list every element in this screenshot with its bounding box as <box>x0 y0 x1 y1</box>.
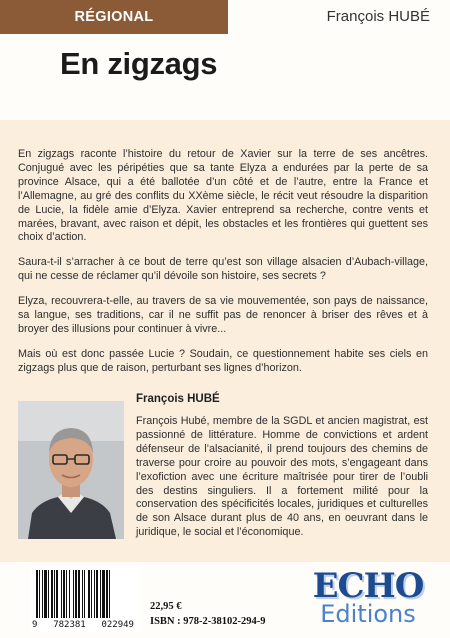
publisher-name: ECHO <box>312 566 424 606</box>
author-name: François HUBÉ <box>136 393 220 405</box>
price: 22,95 € <box>150 601 182 612</box>
book-title: En zigzags <box>60 46 218 81</box>
header-author: François HUBÉ <box>326 8 430 25</box>
publisher-subname: Editions <box>320 600 416 628</box>
barcode-icon <box>36 570 134 618</box>
barcode-digit-group: 9 <box>32 620 38 630</box>
synopsis-paragraph: Saura-t-il s’arracher à ce bout de terre qu’est son village alsacien d’Aubach-village, qui ne cesse de réclamer qu’il dévoile son histoire, ses secrets ? <box>18 256 428 283</box>
barcode-digit-group: 782381 <box>53 620 86 630</box>
header-band <box>0 0 450 120</box>
synopsis-paragraph: Elyza, recouvrera-t-elle, au travers de sa vie mouvementée, son pays de naissance, sa langue, ses traditions, car il ne suffit pas de renoncer à briser des rêves et à broyer des illusions pour continuer à vivre... <box>18 295 428 335</box>
author-photo <box>18 401 124 539</box>
category-label: RÉGIONAL <box>0 0 228 34</box>
isbn: ISBN : 978-2-38102-294-9 <box>150 616 266 627</box>
barcode-digits <box>30 620 140 630</box>
barcode <box>30 566 140 632</box>
synopsis-paragraph: Mais où est donc passée Lucie ? Soudain, ce questionnement habite ses ciels en zigzags plus que de raison, perturbant ses lignes d’horizon. <box>18 347 428 374</box>
author-portrait-illustration <box>18 401 124 539</box>
barcode-digit-group: 022949 <box>101 620 134 630</box>
publisher-logo <box>298 566 438 632</box>
footer-band <box>0 562 450 638</box>
synopsis <box>18 148 428 387</box>
author-bio: François Hubé, membre de la SGDL et ancien magistrat, est passionné de littérature. Homme de convictions et ardent défenseur de l’alsacianité, il prend toujours des chemins de traverse pour croire au pouvoir des mots, s’engageant dans l’exofiction avec une écriture maîtrisée pour tirer de l’oubli des destins singuliers. Il a fortement milité pour la conservation des spécificités locales, juridiques et culturelles de son Alsace durant plus de 40 ans, en oeuvrant dans le juridique, le social et l’économique. <box>136 415 428 539</box>
synopsis-paragraph: En zigzags raconte l’histoire du retour de Xavier sur la terre de ses ancêtres. Conjugué avec les péripéties que sa tante Elyza a endurées par la perte de sa province Alsace, qui a été ballotée d’un côté et de l’autre, entre la France et l’Allemagne, au gré des conflits du XXème siècle, le récit veut résoudre la disparition de Lucie, la fidèle amie d’Elyza. Xavier entreprend sa recherche, contre vents et marées, bravant, avec raison et dépit, les obstacles et les frontières qui guettent ses choix d’action. <box>18 148 428 244</box>
